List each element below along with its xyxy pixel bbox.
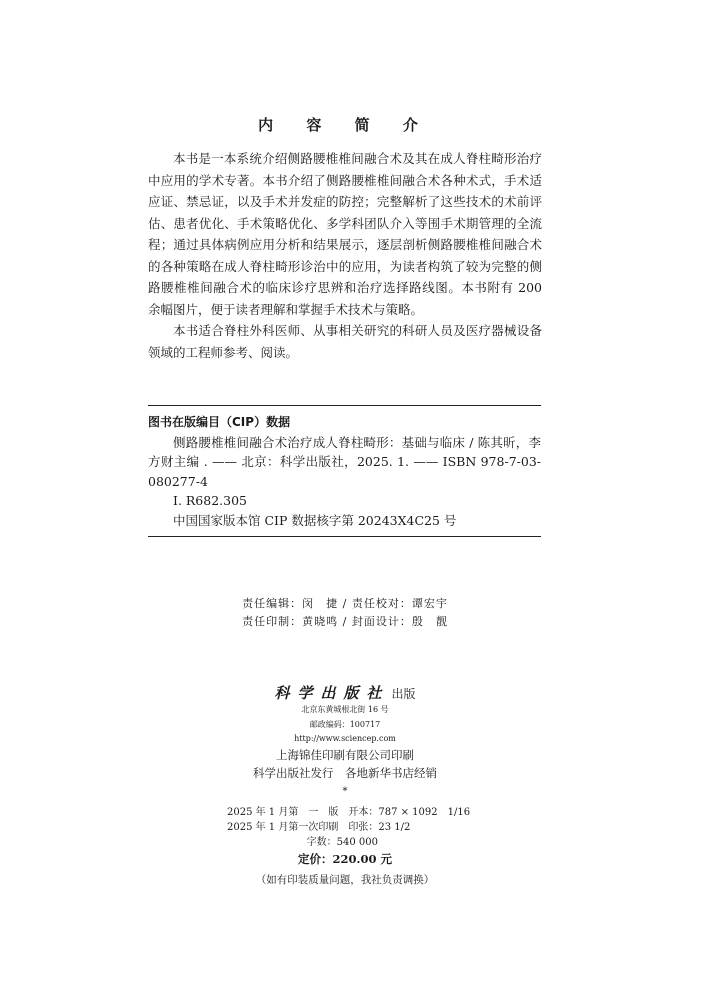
cip-heading: 图书在版编目（CIP）数据 — [148, 415, 291, 429]
distribution-line: 科学出版社发行 各地新华书店经销 — [253, 766, 437, 780]
page-title: 内 容 简 介 — [258, 116, 432, 134]
editor-credits: 责任编辑：闵 捷 / 责任校对：谭宏宇 — [242, 597, 448, 610]
publisher-postcode: 邮政编码：100717 — [309, 720, 381, 729]
publisher-name: 科学出版社 — [274, 684, 390, 702]
cip-description: 侧路腰椎椎间融合术治疗成人脊柱畸形：基础与临床 / 陈其昕，李方财主编 . —— 北京：科学出版社，2025. 1. —— ISBN 978-7-03-080277-4 — [148, 434, 541, 489]
publisher-line — [0, 682, 690, 703]
cip-classification: Ⅰ. R682.305 — [173, 493, 247, 508]
edition-line-2: 2025 年 1 月第一次印刷 印张：23 1/2 — [227, 822, 411, 833]
printer-line: 上海锦佳印刷有限公司印刷 — [276, 748, 414, 762]
edition-line-1: 2025 年 1 月第 一 版 开本：787 × 1092 1/16 — [227, 807, 471, 818]
cip-record-number: 中国国家版本馆 CIP 数据核字第 20243X4C25 号 — [173, 512, 457, 528]
production-credits: 责任印制：黄晓鸣 / 封面设计：殷 靓 — [242, 615, 448, 628]
separator-star: * — [342, 786, 348, 797]
price: 定价：220.00 元 — [297, 852, 392, 866]
summary-paragraph-1: 本书是一本系统介绍侧路腰椎椎间融合术及其在成人脊柱畸形治疗中应用的学术专著。本书介绍了侧路腰椎椎间融合术各种术式，手术适应证、禁忌证，以及手术并发症的防控；完整解析了这些技术的术前评估、患者优化、手术策略优化、多学科团队介入等围手术期管理的全流程；通过具体病例应用分析和结果展示，逐层剖析侧路腰椎椎间融合术的各种策略在成人脊柱畸形诊治中的应用，为读者构筑了较为完整的侧路腰椎椎间融合术的临床诊疗思辨和治疗选择路线图。本书附有 200 余幅图片，便于读者理解和掌握手术技术与策略。 — [148, 151, 542, 317]
word-count: 字数：540 000 — [306, 837, 378, 848]
quality-note: （如有印装质量问题，我社负责调换） — [255, 874, 435, 886]
publisher-suffix: 出版 — [391, 687, 416, 701]
cip-data-block — [148, 405, 541, 537]
summary-paragraph-2: 本书适合脊柱外科医师、从事相关研究的科研人员及医疗器械设备领域的工程师参考、阅读。 — [148, 323, 542, 360]
publisher-address: 北京东黄城根北街 16 号 — [301, 705, 389, 714]
publisher-website: http://www.sciencep.com — [294, 734, 396, 743]
content-summary — [148, 148, 542, 363]
